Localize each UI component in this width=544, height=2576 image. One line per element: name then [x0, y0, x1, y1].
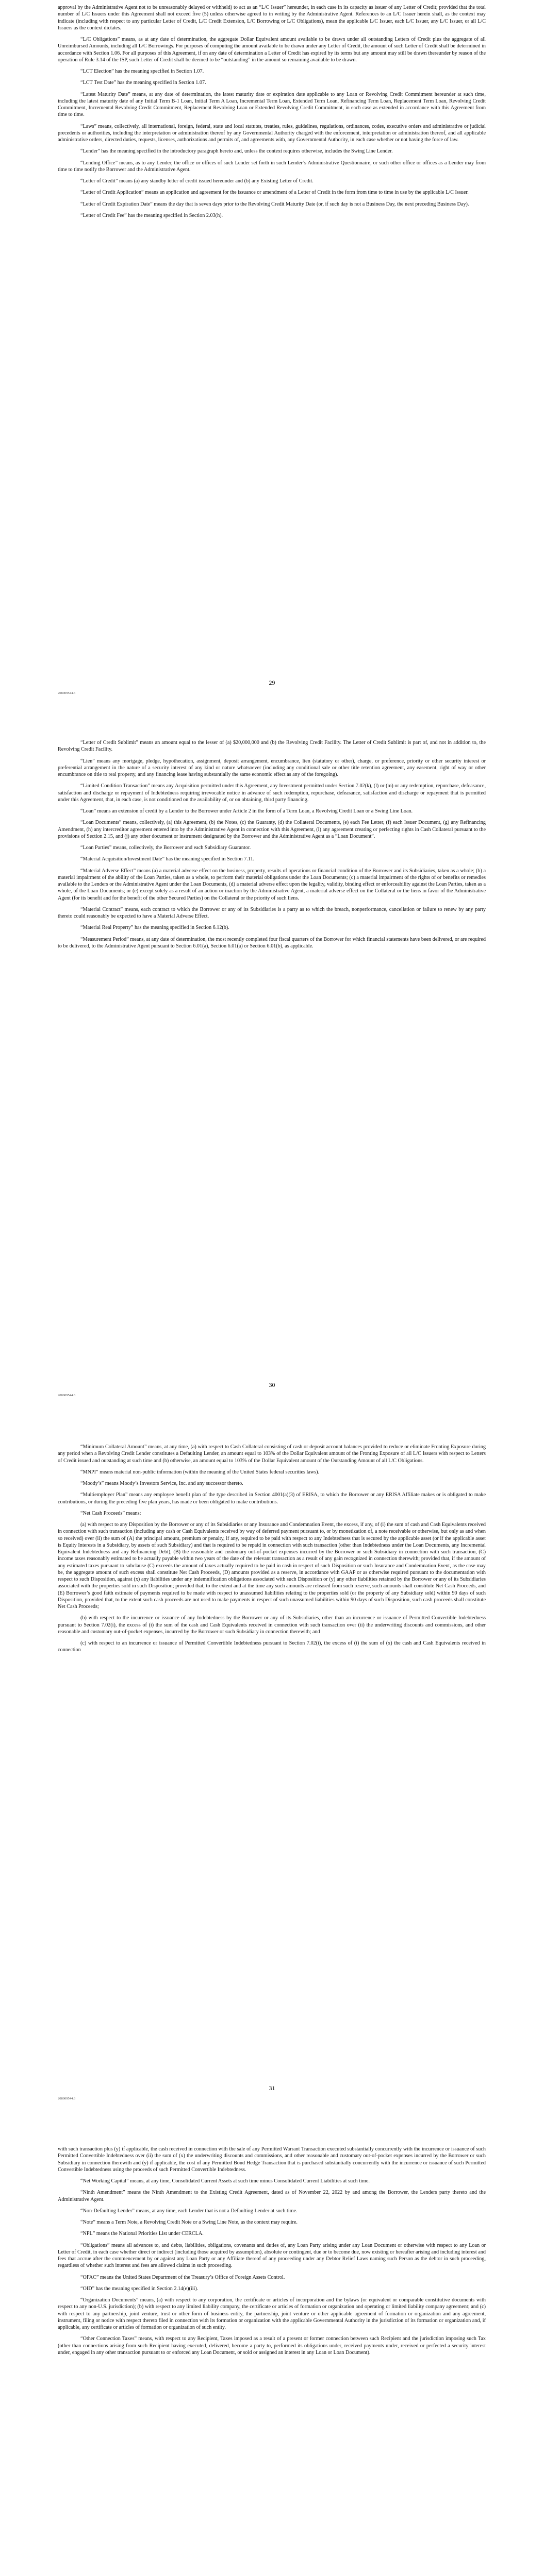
page-31: [0, 1406, 544, 2110]
definition-paragraph: “Material Acquisition/Investment Date” has the meaning specified in Section 7.11.: [80, 856, 255, 862]
paragraph: with such transaction plus (y) if applicable, the cash received in connection with the sale of any Permitted Warrant Transaction executed substantially concurrently with the incurrence or issuance of such Permitted Convertible Indebtedness over (ii) the sum of (x) the underwriting discounts and commissions, and other reasonable and customary out-of-pocket expenses incurred by the Borrower or such Subsidiary in connection therewith and (y) if applicable, the cost of any Permitted Bond Hedge Transaction that is purchased substantially concurrently with the incurrence or issuance of such Permitted Convertible Indebtedness using the proceeds of such Permitted Convertible Indebtedness.: [58, 2146, 486, 2173]
page-30: [0, 703, 544, 1406]
definition-paragraph: “Minimum Collateral Amount” means, at any time, (a) with respect to Cash Collateral consisting of cash or deposit account balances provided to reduce or eliminate Fronting Exposure during any period when a Revolving Credit Lender constitutes a Defaulting Lender, an amount equal to 103% of the Dollar Equivalent amount of the Fronting Exposure of all L/C Issuers with respect to Letters of Credit issued and outstanding at such time and (b) otherwise, an amount equal to 103% of the Dollar Equivalent amount of the Outstanding Amount of all L/C Obligations.: [58, 1444, 486, 1464]
page-number: 30: [269, 1381, 275, 1388]
page-body: [58, 4, 486, 224]
definition-paragraph: “Moody’s” means Moody’s Investors Service, Inc. and any successor thereto.: [80, 1481, 243, 1486]
page-body: [58, 1444, 486, 1658]
definition-paragraph: “Laws” means, collectively, all international, foreign, federal, state and local statutes, treaties, rules, guidelines, regulations, ordinances, codes, executive orders and administrative or judicial precedents or authorities, including the interpretation or administration thereof by any Governmental Authority charged with the enforcement, interpretation or administration thereof, and all applicable administrative orders, directed duties, requests, licenses, authorizations and permits of, and agreements with, any Governmental Authority, in each case whether or not having the force of law.: [58, 123, 486, 143]
page-29: [0, 0, 544, 703]
definition-paragraph: “Multiemployer Plan” means any employee benefit plan of the type described in Section 4001(a)(3) of ERISA, to which the Borrower or any ERISA Affiliate makes or is obligated to make contributions, or during the preceding five plan years, has made or been obligated to make contributions.: [58, 1492, 486, 1505]
page-32: [0, 2110, 544, 2576]
doc-id-footer: 208009544.6: [58, 691, 76, 695]
definition-paragraph: “Lending Office” means, as to any Lender, the office or offices of such Lender set forth in such Lender’s Administrative Questionnaire, or such other office or offices as a Lender may from time to time notify the Borrower and the Administrative Agent.: [58, 160, 486, 173]
clause-paragraph: (b) with respect to the incurrence or issuance of any Indebtedness by the Borrower or any of its Subsidiaries, other than an incurrence or issuance of Permitted Convertible Indebtedness pursuant to Section 7.02(i), the excess of (i) the sum of the cash and Cash Equivalents received in connection with such transaction over (ii) the underwriting discounts and commissions, and other reasonable and customary out-of-pocket expenses, incurred by the Borrower or such Subsidiary in connection therewith; and: [58, 1615, 486, 1635]
definition-paragraph: “L/C Obligations” means, as at any date of determination, the aggregate Dollar Equivalent amount available to be drawn under all outstanding Letters of Credit plus the aggregate of all Unreimbursed Amounts, including all L/C Borrowings. For purposes of computing the amount available to be drawn under any Letter of Credit, the amount of such Letter of Credit shall be determined in accordance with Section 1.06. For all purposes of this Agreement, if on any date of determination a Letter of Credit has expired by its terms but any amount may still be drawn thereunder by reason of the operation of Rule 3.14 of the ISP, such Letter of Credit shall be deemed to be “outstanding” in the amount so remaining available to be drawn.: [58, 37, 486, 63]
definition-paragraph: “Lien” means any mortgage, pledge, hypothecation, assignment, deposit arrangement, encumbrance, lien (statutory or other), charge, or preference, priority or other security interest or preferential arrangement in the nature of a security interest of any kind or nature whatsoever (including any conditional sale or other title retention agreement, any easement, right of way or other encumbrance on title to real property, and any financing lease having substantially the same economic effect as any of the foregoing).: [58, 758, 486, 777]
definition-paragraph: “LCT Election” has the meaning specified in Section 1.07.: [80, 69, 204, 74]
definition-paragraph: “Loan Parties” means, collectively, the Borrower and each Subsidiary Guarantor.: [80, 845, 251, 851]
definition-paragraph: “Material Contract” means, each contract to which the Borrower or any of its Subsidiaries is a party as to which the breach, nonperformance, cancellation or failure to renew by any party thereto could reasonably be expected to have a Material Adverse Effect.: [58, 906, 486, 919]
page-body: [58, 739, 486, 954]
clause-paragraph: (a) with respect to any Disposition by the Borrower or any of its Subsidiaries or any Insurance and Condemnation Event, the excess, if any, of (i) the sum of cash and Cash Equivalents received in connection with such transaction (including any cash or Cash Equivalents received by way of deferred payment pursuant to, or by monetization of, a note receivable or otherwise, but only as and when so received) over (ii) the sum of (A) the principal amount, premium or penalty, if any, required to be paid with respect to any Indebtedness that is secured by the applicable asset (or if the applicable asset is Equity Interests in a Subsidiary, by assets of such Subsidiary) and that is required to be repaid in connection with such transaction (other than Indebtedness under the Loan Documents, any Incremental Equivalent Indebtedness and any Refinancing Debt), (B) the reasonable and customary out-of-pocket expenses incurred by the Borrower or such Subsidiary in connection with such transaction, (C) income taxes reasonably estimated to be actually payable within two years of the date of the relevant transaction as a result of any gain recognized in connection therewith; provided that, if the amount of any estimated taxes pursuant to subclause (C) exceeds the amount of taxes actually required to be paid in cash in respect of such Disposition or such Insurance and Condemnation Event, as the case may be, the aggregate amount of such excess shall constitute Net Cash Proceeds, (D) amounts provided as a reserve, in accordance with GAAP or as otherwise required pursuant to the documentation with respect to such Disposition, against (x) any liabilities under any indemnification obligations associated with such Disposition or (y) any other liabilities retained by the Borrower or any of its Subsidiaries associated with the properties sold in such Disposition; provided that, to the extent and at the time any such amounts are released from such reserve, such amounts shall constitute Net Cash Proceeds, and (E) Borrower’s good faith estimate of payments required to be made with respect to unassumed liabilities relating to the properties sold (or the property of any Subsidiary sold) within 90 days of such Disposition, provided that, to the extent such cash proceeds are not used to make payments in respect of such unassumed liabilities within 90 days of such Disposition, such cash proceeds shall constitute Net Cash Proceeds;: [58, 1522, 486, 1609]
doc-id-footer: 208009544.6: [58, 2097, 76, 2100]
definition-paragraph: “Latest Maturity Date” means, at any date of determination, the latest maturity date or expiration date applicable to any Loan or Revolving Credit Commitment hereunder at such time, including the latest maturity date of any Initial Term B-1 Loan, Initial Term A Loan, Incremental Term Loan, Extended Term Loan, Refinancing Term Loan, Replacement Term Loan, Revolving Credit Commitment, Incremental Revolving Credit Commitment, Replacement Revolving Loan or Extended Revolving Credit Commitment, in each case as extended in accordance with this Agreement from time to time.: [58, 91, 486, 118]
definition-paragraph: “Other Connection Taxes” means, with respect to any Recipient, Taxes imposed as a result of a present or former connection between such Recipient and the jurisdiction imposing such Tax (other than connections arising from such Recipient having executed, delivered, become a party to, performed its obligations under, received payments under, received or perfected a security interest under, engaged in any other transaction pursuant to or enforced any Loan Document, or sold or assigned an interest in any Loan or Loan Document).: [58, 2336, 486, 2355]
definition-paragraph: “Measurement Period” means, at any date of determination, the most recently completed four fiscal quarters of the Borrower for which financial statements have been delivered, or are required to be delivered, to the Administrative Agent pursuant to Section 6.01(a), Section 6.01(a) or Section 6.01(b), as applicable.: [58, 936, 486, 949]
doc-id-footer: 208009544.6: [58, 1394, 76, 1397]
clause-paragraph: (c) with respect to an incurrence or issuance of Permitted Convertible Indebtedness pursuant to Section 7.02(i), the excess of (i) the sum of (x) the cash and Cash Equivalents received in connection: [58, 1640, 486, 1653]
definition-paragraph: “Material Adverse Effect” means (a) a material adverse effect on the business, property, results of operations or financial condition of the Borrower and its Subsidiaries, taken as a whole; (b) a material impairment of the ability of the Loan Parties, taken as a whole, to perform their material obligations under the Loan Documents; (c) a material impairment of the rights of or benefits or remedies available to the Lenders or the Administrative Agent under the Loan Documents, (d) a material adverse effect upon the legality, validity, binding effect or enforceability against the Loan Parties, taken as a whole, of the Loan Documents; or (e) except solely as a result of an action or inaction by the Administrative Agent, a material adverse effect on the Collateral or the liens in favor of the Administrative Agent (for its benefit and for the benefit of the other Secured Parties) on the Collateral or the priority of such liens.: [58, 868, 486, 901]
definition-paragraph: “Letter of Credit Fee” has the meaning specified in Section 2.03(h).: [80, 212, 223, 218]
definition-paragraph: “Material Real Property” has the meaning specified in Section 6.12(b).: [80, 925, 229, 931]
definition-paragraph: “Ninth Amendment” means the Ninth Amendment to the Existing Credit Agreement, dated as of November 22, 2022 by and among the Borrower, the Lenders party thereto and the Administrative Agent.: [58, 2190, 486, 2202]
page-number: 29: [269, 679, 275, 686]
page-number: 31: [269, 2084, 275, 2092]
definition-paragraph: “Loan Documents” means, collectively, (a) this Agreement, (b) the Notes, (c) the Guaranty, (d) the Collateral Documents, (e) each Fee Letter, (f) each Issuer Document, (g) any Refinancing Amendment, (h) any intercreditor agreement entered into by the Administrative Agent in connection with this Agreement, (i) any agreement creating or perfecting rights in Cash Collateral pursuant to the provisions of Section 2.15, and (j) any other document or instrument designated by the Borrower and the Administrative Agent as a “Loan Document”.: [58, 820, 486, 839]
paragraph: approval by the Administrative Agent not to be unreasonably delayed or withheld) to act as an “L/C Issuer” hereunder, in each case in its capacity as issuer of any Letter of Credit; provided that the total number of L/C Issuers under this Agreement shall not exceed five (5) unless otherwise agreed to in writing by the Administrative Agent. References to an L/C Issuer herein shall, as the context may indicate (including with respect to any particular Letter of Credit, L/C Credit Extension, L/C Borrowing or L/C Obligations), mean the applicable L/C Issuer, each L/C Issuer, any L/C Issuer, or all L/C Issuers as the context dictates.: [58, 5, 486, 31]
definition-paragraph: “Letter of Credit Sublimit” means an amount equal to the lesser of (a) $20,000,000 and (b) the Revolving Credit Facility. The Letter of Credit Sublimit is part of, and not in addition to, the Revolving Credit Facility.: [58, 740, 486, 753]
definition-paragraph: “Lender” has the meaning specified in the introductory paragraph hereto and, unless the context requires otherwise, includes the Swing Line Lender.: [80, 148, 393, 155]
page-body: [58, 2146, 486, 2361]
definition-paragraph: “Limited Condition Transaction” means any Acquisition permitted under this Agreement, any Investment permitted under Section 7.02(k), (l) or (m) or any redemption, repurchase, defeasance, satisfaction and discharge or repayment of Indebtedness requiring irrevocable notice in advance of such redemption, repurchase, defeasance, satisfaction and discharge or repayment that is permitted under this Agreement, that, in each case, is not conditioned on the availability of, or on obtaining, third party financing.: [58, 783, 486, 803]
definition-paragraph: “NPL” means the National Priorities List under CERCLA.: [80, 2231, 204, 2237]
definition-paragraph: “Net Cash Proceeds” means:: [80, 1510, 141, 1516]
definition-paragraph: “Letter of Credit Application” means an application and agreement for the issuance or amendment of a Letter of Credit in the form from time to time in use by the applicable L/C Issuer.: [80, 190, 469, 196]
definition-paragraph: “MNPI” means material non-public information (within the meaning of the United States federal securities laws).: [80, 1469, 320, 1475]
definition-paragraph: “Net Working Capital” means, at any time, Consolidated Current Assets at such time minus Consolidated Current Liabilities at such time.: [80, 2178, 370, 2184]
definition-paragraph: “LCT Test Date” has the meaning specified in Section 1.07.: [80, 80, 206, 86]
definition-paragraph: “Note” means a Term Note, a Revolving Credit Note or a Swing Line Note, as the context may require.: [80, 2219, 298, 2225]
definition-paragraph: “Obligations” means all advances to, and debts, liabilities, obligations, covenants and duties of, any Loan Party arising under any Loan Document or otherwise with respect to any Loan or Letter of Credit, in each case whether direct or indirect (including those acquired by assumption), absolute or contingent, due or to become due, now existing or hereafter arising and including interest and fees that accrue after the commencement by or against any Loan Party or any Affiliate thereof of any proceeding under any Debtor Relief Laws naming such Person as the debtor in such proceeding, regardless of whether such interest and fees are allowed claims in such proceeding.: [58, 2242, 486, 2269]
definition-paragraph: “OID” has the meaning specified in Section 2.14(e)(iii).: [80, 2285, 199, 2292]
definition-paragraph: “Organization Documents” means, (a) with respect to any corporation, the certificate or articles of incorporation and the bylaws (or equivalent or comparable constitutive documents with respect to any non-U.S. jurisdiction); (b) with respect to any limited liability company, the certificate or articles of formation or organization and operating or limited liability company agreement; and (c) with respect to any partnership, joint venture, trust or other form of business entity, the partnership, joint venture or other applicable agreement of formation or organization and any agreement, instrument, filing or notice with respect thereto filed in connection with its formation or organization with the applicable Governmental Authority in the jurisdiction of its formation or organization and, if applicable, any certificate or articles of formation or organization of such entity.: [58, 2297, 486, 2330]
definition-paragraph: “Letter of Credit Expiration Date” means the day that is seven days prior to the Revolving Credit Maturity Date (or, if such day is not a Business Day, the next preceding Business Day).: [80, 201, 469, 207]
definition-paragraph: “Letter of Credit” means (a) any standby letter of credit issued hereunder and (b) any Existing Letter of Credit.: [80, 178, 314, 184]
definition-paragraph: “Non-Defaulting Lender” means, at any time, each Lender that is not a Defaulting Lender at such time.: [80, 2208, 298, 2214]
definition-paragraph: “OFAC” means the United States Department of the Treasury’s Office of Foreign Assets Control.: [80, 2274, 285, 2280]
definition-paragraph: “Loan” means an extension of credit by a Lender to the Borrower under Article 2 in the form of a Term Loan, a Revolving Credit Loan or a Swing Line Loan.: [80, 808, 413, 814]
